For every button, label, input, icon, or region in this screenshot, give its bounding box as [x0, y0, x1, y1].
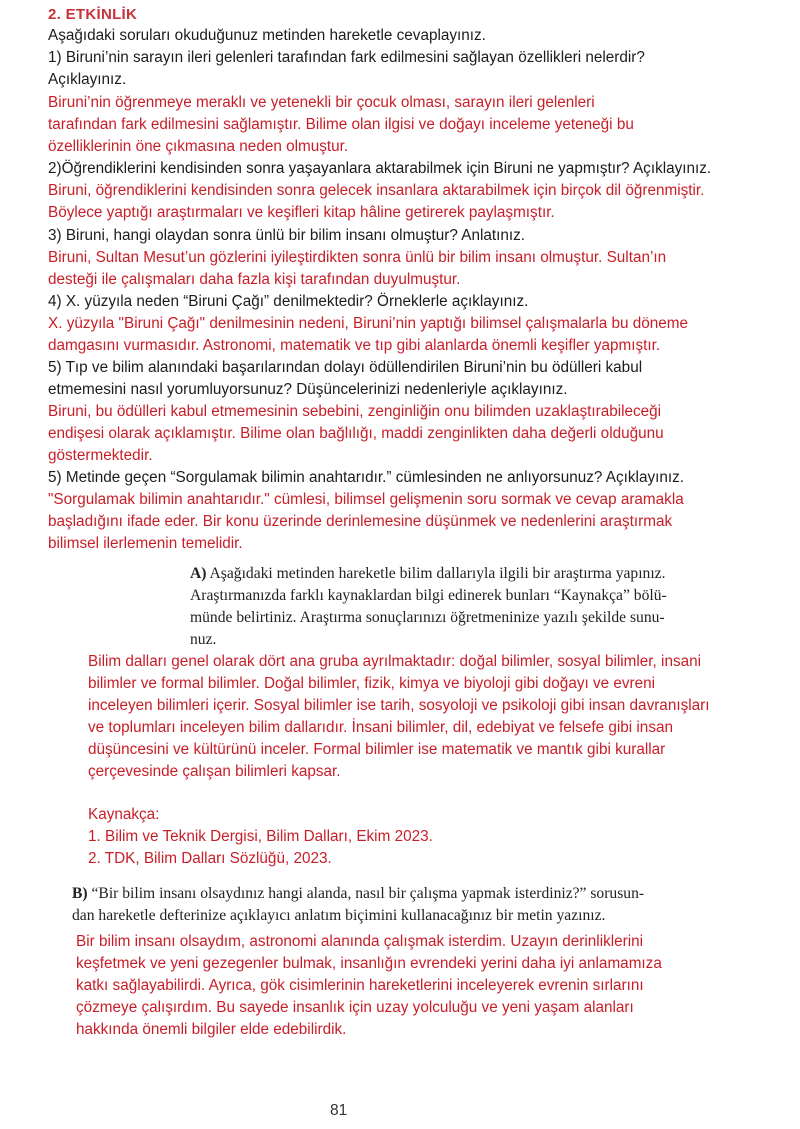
answer-6 [48, 489, 684, 555]
prompt-line: nuz. [190, 631, 217, 648]
instruction-text: Aşağıdaki soruları okuduğunuz metinden hareketle cevaplayınız. [48, 27, 486, 44]
answer-line: bilimler ve formal bilimler. Doğal bilimler, fizik, kimya ve biyoloji gibi doğayı ve evreni [88, 675, 656, 692]
answer-line: düşüncesini ve kültürünü inceler. Formal bilimler ise matematik ve mantık gibi kurallar [88, 741, 666, 758]
answer-line: inceleyen bilimleri içerir. Sosyal bilimler ise tarih, sosyoloji ve psikoloji gibi insan davranışları [88, 697, 710, 714]
question-6 [48, 467, 684, 489]
answer-line: damgasını vurmasıdır. Astronomi, matematik ve tıp gibi alanlarda önemli keşifler yapmıştır. [48, 337, 661, 354]
answer-5 [48, 401, 664, 467]
question-line: 1) Biruni’nin sarayın ileri gelenleri tarafından fark edilmesini sağlayan özellikleri nelerdir? [48, 49, 645, 66]
answer-line: X. yüzyıla "Biruni Çağı" denilmesinin nedeni, Biruni’nin yaptığı bilimsel çalışmalarla bu döneme [48, 315, 689, 332]
answer-line: Bilim dalları genel olarak dört ana gruba ayrılmaktadır: doğal bilimler, sosyal bilimler, insani [88, 653, 702, 670]
answer-line: çözmeye çalışırdım. Bu sayede insanlık için uzay yolculuğu ve yeni yaşam alanları [76, 999, 634, 1016]
answer-line: endişesi olarak açıklamıştır. Bilime olan bağlılığı, maddi zenginlikten daha değerli olduğunu [48, 425, 664, 442]
prompt-line: “Bir bilim insanı olsaydınız hangi alanda, nasıl bir çalışma yapmak isterdiniz?” sorusun- [91, 885, 645, 902]
prompt-line: Aşağıdaki metinden hareketle bilim dallarıyla ilgili bir araştırma yapınız. [209, 565, 666, 582]
answer-line: başladığını ifade eder. Bir konu üzerinde derinlemesine düşünmek ve nedenlerini araştırmak [48, 513, 673, 530]
answer-line: ve toplumları inceleyen bilim dallarıdır. İnsani bilimler, dil, edebiyat ve felsefe gibi insan [88, 719, 673, 736]
part-a-label: A) [190, 565, 207, 582]
part-b-prompt [72, 883, 644, 927]
prompt-line: Araştırmanızda farklı kaynaklardan bilgi edinerek bunları “Kaynakça” bölü- [190, 587, 667, 604]
answer-line: Biruni, bu ödülleri kabul etmemesinin sebebini, zenginliğin onu bilimden uzaklaştırabileceği [48, 403, 662, 420]
page-number: 81 [330, 1102, 348, 1119]
answer-line: katkı sağlayabilirdi. Ayrıca, gök cisimlerinin hareketlerini inceleyerek evrenin sırlarını [76, 977, 644, 994]
prompt-line: dan hareketle defterinize açıklayıcı anlatım biçimini kullanacağınız bir metin yazınız. [72, 907, 606, 924]
answer-line: bilimsel ilerlemenin temelidir. [48, 535, 243, 552]
answer-1 [48, 92, 634, 158]
answer-line: hakkında önemli bilgiler elde edebilirdik. [76, 1021, 347, 1038]
sources-title: Kaynakça: [88, 806, 160, 823]
answer-line: Biruni, Sultan Mesut’un gözlerini iyileştirdikten sonra ünlü bir bilim insanı olmuştur. Sultan’ın [48, 249, 667, 266]
question-4 [48, 291, 528, 313]
question-line: Açıklayınız. [48, 71, 127, 88]
answer-line: Biruni, öğrendiklerini kendisinden sonra gelecek insanlara aktarabilmek için birçok dil öğrenmiştir. [48, 182, 705, 199]
question-line: 2)Öğrendiklerini kendisinden sonra yaşayanlara aktarabilmek için Biruni ne yapmıştır? Açıklayınız. [48, 160, 712, 177]
answer-line: Biruni’nin öğrenmeye meraklı ve yetenekli bir çocuk olması, sarayın ileri gelenleri [48, 94, 595, 111]
sources-list [88, 826, 433, 870]
answer-line: "Sorgulamak bilimin anahtarıdır." cümlesi, bilimsel gelişmenin soru sormak ve cevap aramakla [48, 491, 684, 508]
question-line: 5) Metinde geçen “Sorgulamak bilimin anahtarıdır.” cümlesinden ne anlıyorsunuz? Açıklayınız. [48, 469, 685, 486]
answer-line: tarafından fark edilmesini sağlamıştır. Bilime olan ilgisi ve doğayı inceleme yeteneği bu [48, 116, 634, 133]
question-1 [48, 47, 645, 91]
part-a-answer [88, 651, 709, 783]
answer-4 [48, 313, 688, 357]
part-b-answer [76, 931, 662, 1041]
question-3 [48, 225, 525, 247]
source-item: 1. Bilim ve Teknik Dergisi, Bilim Dalları, Ekim 2023. [88, 828, 433, 845]
activity-heading: 2. ETKİNLİK [48, 6, 138, 23]
answer-line: göstermektedir. [48, 447, 153, 464]
answer-line: çerçevesinde çalışan bilimleri kapsar. [88, 763, 341, 780]
part-a-prompt [190, 563, 667, 651]
question-line: 4) X. yüzyıla neden “Biruni Çağı” denilmektedir? Örneklerle açıklayınız. [48, 293, 529, 310]
question-line: 5) Tıp ve bilim alanındaki başarılarından dolayı ödüllendirilen Biruni’nin bu ödülleri kabul [48, 359, 643, 376]
question-5 [48, 357, 642, 401]
part-b-label: B) [72, 885, 88, 902]
answer-line: Böylece yaptığı araştırmaları ve keşifleri kitap hâline getirerek paylaşmıştır. [48, 204, 555, 221]
answer-line: özelliklerinin öne çıkmasına neden olmuştur. [48, 138, 349, 155]
source-item: 2. TDK, Bilim Dalları Sözlüğü, 2023. [88, 850, 332, 867]
question-line: etmemesini nasıl yorumluyorsunuz? Düşüncelerinizi nedenleriyle açıklayınız. [48, 381, 568, 398]
prompt-line: münde belirtiniz. Araştırma sonuçlarınızı öğretmeninize yazılı şekilde sunu- [190, 609, 665, 626]
question-line: 3) Biruni, hangi olaydan sonra ünlü bir bilim insanı olmuştur? Anlatınız. [48, 227, 526, 244]
answer-2 [48, 180, 704, 224]
answer-line: desteği ile çalışmaları daha fazla kişi tarafından duyulmuştur. [48, 271, 461, 288]
answer-line: keşfetmek ve yeni gezegenler bulmak, insanlığın evrendeki yerini daha iyi anlamamıza [76, 955, 662, 972]
answer-3 [48, 247, 666, 291]
answer-line: Bir bilim insanı olsaydım, astronomi alanında çalışmak isterdim. Uzayın derinliklerini [76, 933, 644, 950]
question-2 [48, 158, 711, 180]
